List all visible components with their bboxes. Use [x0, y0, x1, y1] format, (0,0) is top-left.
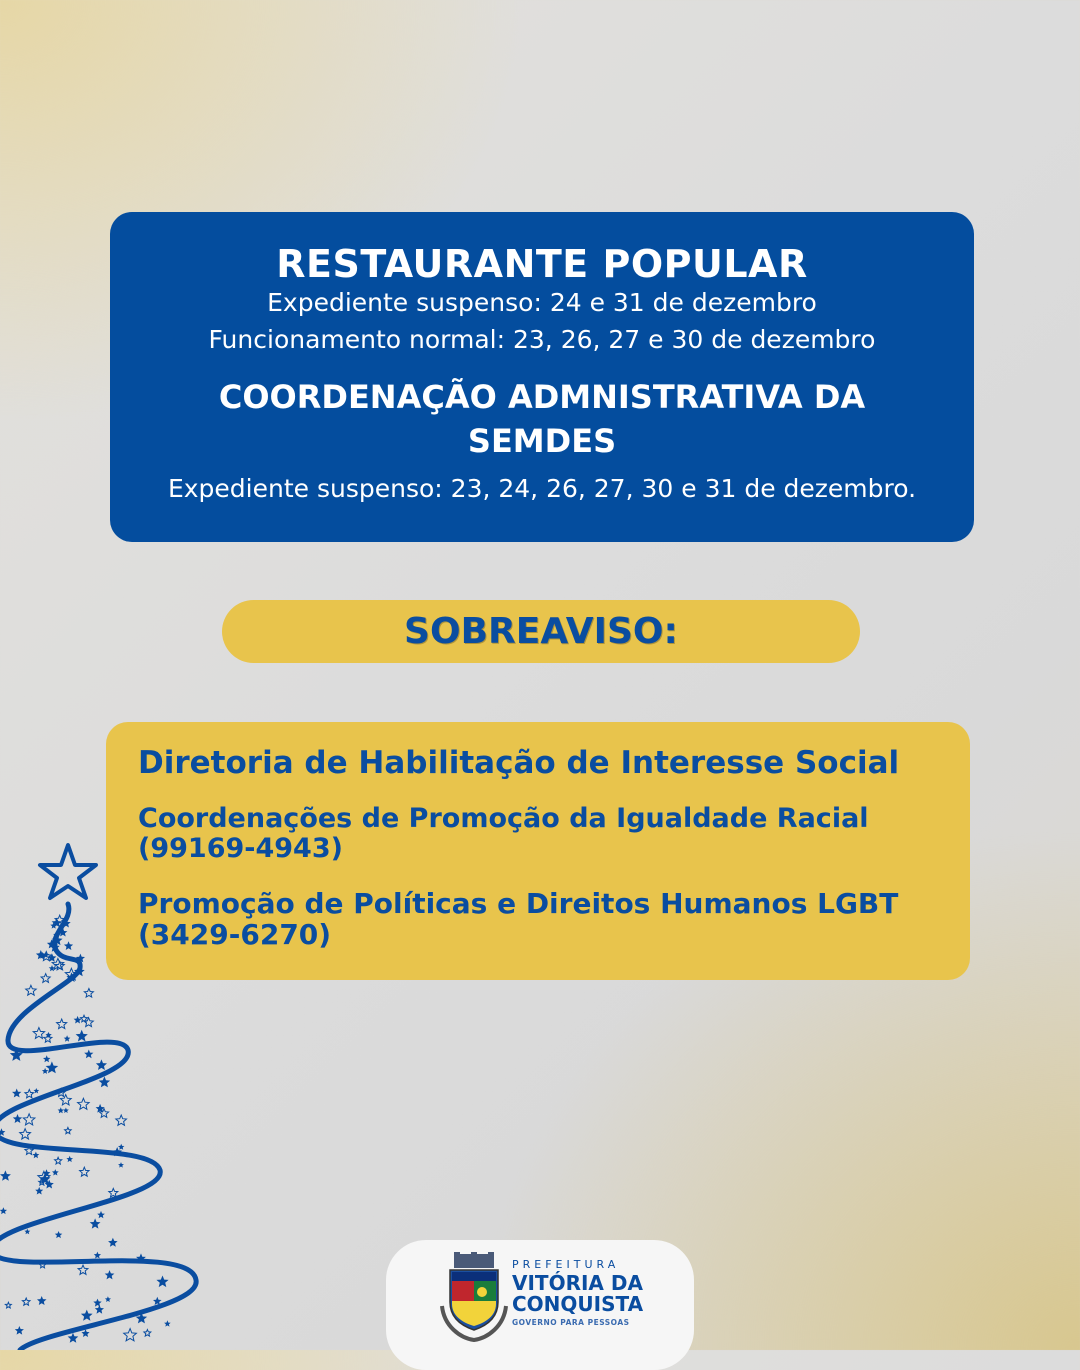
- star-icon: [76, 1030, 88, 1042]
- star-icon: [84, 989, 93, 998]
- star-icon: [118, 1144, 124, 1150]
- restaurante-suspenso: Expediente suspenso: 24 e 31 de dezembro: [267, 288, 817, 317]
- star-icon: [35, 1187, 43, 1195]
- star-icon: [5, 1302, 11, 1308]
- sobreaviso-banner: SOBREAVISO:: [222, 600, 860, 663]
- star-icon: [42, 1068, 48, 1074]
- star-icon: [78, 1265, 88, 1274]
- star-icon: [118, 1162, 124, 1168]
- star-icon: [13, 1114, 22, 1123]
- star-icon: [68, 1333, 79, 1343]
- sobreaviso-item: Coordenações de Promoção da Igualdade Racial (99169-4943): [138, 803, 869, 864]
- logo-card: [386, 1240, 694, 1370]
- star-icon: [24, 1229, 30, 1235]
- star-icon: [96, 1059, 107, 1070]
- star-icon: [90, 1218, 101, 1228]
- coordenacao-title: COORDENAÇÃO ADMNISTRATIVA DA SEMDES: [218, 378, 866, 460]
- city-crest-icon: [438, 1250, 510, 1342]
- restaurante-funcionamento: Funcionamento normal: 23, 26, 27 e 30 de dezembro: [208, 325, 876, 354]
- star-icon: [33, 1028, 44, 1039]
- star-icon: [25, 1090, 34, 1098]
- star-icon: [78, 1098, 90, 1109]
- logo-text: [512, 1258, 643, 1327]
- star-icon: [55, 1231, 63, 1238]
- star-icon: [22, 1298, 30, 1305]
- star-icon: [60, 1095, 71, 1105]
- star-icon: [0, 1128, 5, 1136]
- restaurante-title: RESTAURANTE POPULAR: [276, 242, 808, 286]
- star-icon: [0, 1170, 11, 1180]
- star-icon: [46, 1061, 59, 1073]
- star-icon: [80, 1167, 89, 1176]
- star-icon: [26, 985, 37, 995]
- star-icon: [0, 1207, 7, 1214]
- star-icon: [108, 1238, 118, 1247]
- star-icon: [23, 1114, 35, 1125]
- star-icon: [64, 941, 73, 950]
- logo-city-line2: CONQUISTA: [512, 1292, 644, 1316]
- star-icon: [105, 1296, 111, 1302]
- star-icon: [40, 845, 96, 898]
- christmas-tree-icon: [0, 840, 260, 1350]
- sobreaviso-item: Promoção de Políticas e Direitos Humanos LGBT (3429-6270): [138, 887, 899, 951]
- star-icon: [105, 1270, 115, 1279]
- star-icon: [94, 1252, 101, 1259]
- star-icon: [32, 1152, 39, 1159]
- star-icon: [144, 1330, 151, 1337]
- restaurante-box: [110, 212, 974, 542]
- star-icon: [95, 1305, 104, 1314]
- star-icon: [116, 1115, 127, 1125]
- star-icon: [164, 1320, 171, 1326]
- star-icon: [58, 1107, 64, 1113]
- star-icon: [57, 1019, 67, 1029]
- logo-city-line1: VITÓRIA DA: [512, 1271, 643, 1295]
- star-icon: [74, 1016, 82, 1024]
- star-icon: [93, 1299, 101, 1307]
- coordenacao-suspenso: Expediente suspenso: 23, 24, 26, 27, 30 e 31 de dezembro.: [167, 474, 917, 503]
- star-icon: [97, 1211, 105, 1218]
- star-icon: [64, 1035, 71, 1041]
- star-icon: [66, 1156, 73, 1162]
- star-icon: [84, 1050, 93, 1059]
- star-icon: [81, 1310, 93, 1321]
- star-icon: [63, 1108, 69, 1114]
- star-icon: [43, 1055, 50, 1062]
- star-icon: [52, 1169, 59, 1175]
- star-icon: [41, 974, 50, 983]
- star-icon: [12, 1089, 21, 1098]
- logo-tagline: GOVERNO PARA PESSOAS: [512, 1318, 630, 1327]
- sobreaviso-item: Diretoria de Habilitação de Interesse Social: [138, 745, 900, 781]
- star-icon: [15, 1326, 24, 1335]
- star-icon: [20, 1129, 31, 1139]
- star-icon: [55, 1157, 62, 1164]
- logo-prefeitura: PREFEITURA: [512, 1258, 620, 1271]
- star-icon: [156, 1276, 168, 1288]
- star-icon: [65, 1127, 72, 1133]
- star-icon: [44, 1034, 52, 1042]
- star-icon: [37, 1296, 47, 1305]
- star-icon: [124, 1329, 137, 1341]
